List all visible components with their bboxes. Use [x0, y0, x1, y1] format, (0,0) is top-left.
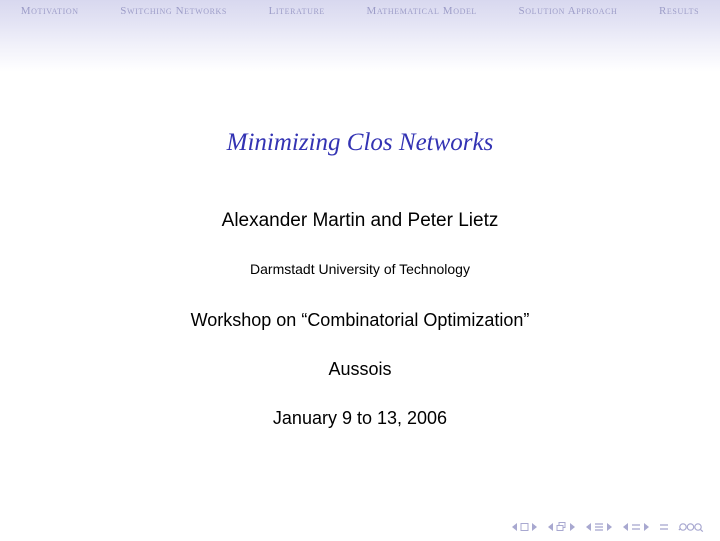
previous-slide-icon[interactable] [511, 522, 518, 532]
frame-navigation-group [547, 522, 576, 532]
nav-item-switching-networks[interactable]: Switching Networks [120, 5, 227, 17]
section-navigation-group [622, 522, 650, 532]
beamer-navigation-symbols [511, 521, 704, 533]
search-icon[interactable] [678, 522, 704, 532]
previous-subsection-icon[interactable] [585, 522, 592, 532]
next-frame-icon[interactable] [569, 522, 576, 532]
slide-icon [520, 522, 529, 532]
nav-item-literature[interactable]: Literature [268, 5, 325, 17]
event-name: Workshop on “Combinatorial Optimization” [190, 310, 530, 330]
slide-title: Minimizing Clos Networks [226, 129, 494, 156]
nav-item-solution-approach[interactable]: Solution Approach [518, 5, 618, 17]
previous-section-icon[interactable] [622, 522, 629, 532]
nav-item-results[interactable]: Results [659, 5, 700, 17]
date: January 9 to 13, 2006 [272, 408, 448, 428]
next-slide-icon[interactable] [531, 522, 538, 532]
author-names: Alexander Martin and Peter Lietz [221, 210, 499, 231]
location: Aussois [328, 359, 392, 379]
subsection-icon [594, 522, 604, 532]
institute: Darmstadt University of Technology [250, 261, 470, 277]
nav-item-motivation[interactable]: Motivation [20, 5, 79, 17]
previous-frame-icon[interactable] [547, 522, 554, 532]
nav-item-mathematical-model[interactable]: Mathematical Model [366, 5, 477, 17]
slide-navigation-group [511, 522, 538, 532]
section-icon [631, 522, 641, 532]
subsection-navigation-group [585, 522, 613, 532]
frame-icon [556, 522, 567, 532]
next-section-icon[interactable] [643, 522, 650, 532]
appendix-icon[interactable] [659, 522, 669, 532]
next-subsection-icon[interactable] [606, 522, 613, 532]
